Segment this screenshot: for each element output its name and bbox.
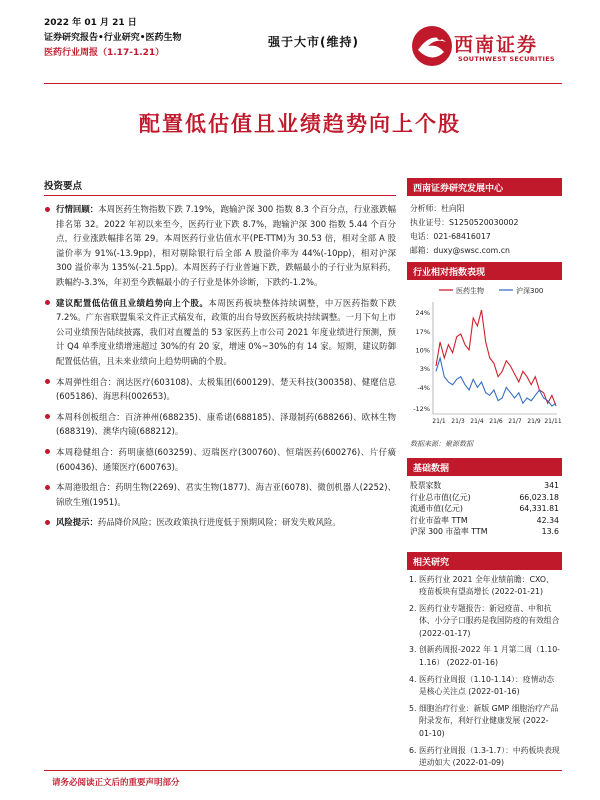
bullet-lead: 行情回顾： <box>56 204 99 214</box>
bullet-text: 本周医药生物指数下跌 7.19%，跑输沪深 300 指数 8.3 个百分点，行业涨跌幅排名第 32。2022 年初以来至今，医药行业下跌 8.7%，跑输沪深 300 指数 5.44 个百分点，行业涨跌幅排名第 29。本周医药行业估值水平(PE-TTM)为 30.53 倍，相对全部 A 股溢价率为 91%(-13.9pp)，相对剔除银行后全部 A 股溢价率为 44%(-10pp)，相对沪深 300 溢价率为 135%(-21.5pp)。本周医药子行业普遍下跌，跌幅最小的子行业为原料药，跌幅约-3.3%，年初至今跌幅最小的子行业是体外诊断，下跌约-1.2%。 <box>56 204 397 287</box>
y-tick-label: -4% <box>417 383 430 392</box>
legend-label: 医药生物 <box>456 287 484 295</box>
table-row <box>407 526 562 538</box>
table-row <box>407 515 562 527</box>
row-value: 66,023.18 <box>519 492 559 502</box>
logo-text-cn: 西南证券 <box>454 34 539 56</box>
logo-emblem-icon <box>410 24 454 68</box>
item-number: 1. <box>409 574 417 584</box>
row-label: 流通市值(亿元) <box>410 504 463 513</box>
bullet-item <box>44 296 396 369</box>
row-label: 沪深 300 市盈率 TTM <box>410 527 488 536</box>
analyst-line: 执业证号：S1250520030002 <box>410 218 519 227</box>
row-label: 行业总市值(亿元) <box>410 492 471 502</box>
y-tick-label: 24% <box>415 309 430 318</box>
analyst-line: 电话：021-68416017 <box>410 232 491 241</box>
analyst-line: 邮箱：duxy@swsc.com.cn <box>410 246 510 255</box>
analyst-line: 分析师：杜向阳 <box>410 204 465 213</box>
logo-text-en: SOUTHWEST SECURITIES <box>458 55 555 63</box>
bullet-text: 本周医药板块整体持续调整，中万医药指数下跌 7.2%。广东省联盟集采文件正式稿发布，政策的出台导致医药板块持续调整。一月下旬上市公司业绩预告陆续披露，我们对直覆盖的 53 家医药上市公司 2021 年度业绩进行预测，预计 Q4 单季度业绩增速超过 30%的有 20 家，增速 0%~30%的有 14 家。短期，建议防御配置低估值，且未来业绩向上趋势明确的个股。 <box>56 297 397 366</box>
report-title: 配置低估值且业绩趋势向上个股 <box>139 112 461 136</box>
chart-source: 数据来源：聚源数据 <box>410 440 473 448</box>
x-tick-label: 21/6 <box>489 418 503 425</box>
y-tick-label: 3% <box>419 365 430 374</box>
company-logo <box>410 22 560 74</box>
basic-data-table <box>407 480 562 538</box>
x-tick-label: 21/7 <box>508 418 522 425</box>
list-item[interactable] <box>409 674 560 699</box>
x-tick-label: 21/4 <box>470 418 484 425</box>
header-divider <box>44 83 562 84</box>
bullet-item <box>44 410 396 439</box>
chart-heading: 行业相对指数表现 <box>407 262 562 280</box>
list-item[interactable] <box>409 745 560 770</box>
related-heading: 相关研究 <box>407 552 562 570</box>
x-tick-label: 21/3 <box>451 418 465 425</box>
y-tick-label: 17% <box>415 327 430 336</box>
y-tick-label: 10% <box>415 346 430 355</box>
research-center-heading: 西南证券研究发展中心 <box>407 178 562 196</box>
bullet-lead: 风险提示： <box>56 517 98 528</box>
item-text: 医药行业专题报告：新冠疫苗、中和抗体、小分子口服药是我国防疫的有效组合 (2022-01-17) <box>419 603 560 638</box>
bullet-text: 本周港股组合：药明生物(2269)、君实生物(1877)、海吉亚(6078)、微创机器人(2252)、锦欣生殖(1951)。 <box>56 482 396 507</box>
report-type: 证券研究报告•行业研究•医药生物 <box>44 33 182 43</box>
series-line <box>436 358 556 406</box>
table-row <box>407 480 562 492</box>
header-info <box>44 16 182 61</box>
row-value: 341 <box>544 481 559 490</box>
item-text: 创新药周报-2022 年 1 月第二周（1.10-1.16） (2022-01-16) <box>419 645 560 668</box>
row-value: 13.6 <box>541 527 559 536</box>
investment-highlights <box>44 178 396 536</box>
list-item[interactable] <box>409 703 560 741</box>
list-item[interactable] <box>409 603 560 641</box>
bullet-item <box>44 445 396 474</box>
item-text: 细胞治疗行业：新版 GMP 细胞治疗产品附录发布，利好行业健康发展 (2022-01-10) <box>419 703 559 739</box>
footer-disclaimer: 请务必阅读正文后的重要声明部分 <box>52 778 180 788</box>
table-row <box>407 492 562 504</box>
basic-data-heading: 基础数据 <box>407 458 562 476</box>
list-item[interactable] <box>409 574 560 599</box>
row-value: 42.34 <box>536 515 559 525</box>
report-date: 2022 年 01 月 21 日 <box>44 18 137 28</box>
row-label: 股票家数 <box>410 481 442 490</box>
bullet-list <box>44 202 396 530</box>
analyst-info <box>407 196 562 262</box>
item-text: 医药行业周报（1.10-1.14）：疫情动态是核心关注点 (2022-01-16) <box>419 674 554 697</box>
item-number: 3. <box>409 645 417 655</box>
sidebar <box>407 178 562 774</box>
legend-label: 沪深300 <box>516 287 544 295</box>
bullet-text: 本周弹性组合：润达医疗(603108)、太极集团(600129)、楚天科技(300358)、健麾信息(605186)、海思科(002653)。 <box>56 376 396 402</box>
x-tick-label: 21/11 <box>544 418 562 425</box>
weekly-title: 医药行业周报（1.17-1.21） <box>44 48 165 58</box>
bullet-lead: 建议配置低估值且业绩趋势向上个股。 <box>56 297 209 308</box>
x-tick-label: 21/1 <box>432 418 446 425</box>
bullet-item <box>44 202 396 290</box>
bullet-text: 药品降价风险；医改政策执行进度低于预期风险；研发失败风险。 <box>97 517 341 528</box>
item-text: 医药行业 2021 全年业绩前瞻：CXO、疫苗板块有望高增长 (2022-01-21) <box>419 574 554 597</box>
list-item[interactable] <box>409 644 560 669</box>
bullet-item <box>44 515 396 530</box>
bullet-text: 本周科创板组合：百济神州(688235)、康希诺(688185)、泽璟制药(688266)、欧林生物(688319)、澳华内镜(688212)。 <box>56 411 396 437</box>
item-number: 2. <box>409 603 417 613</box>
row-label: 行业市盈率 TTM <box>410 515 468 525</box>
relative-index-chart <box>407 280 562 436</box>
table-row <box>407 503 562 515</box>
item-number: 6. <box>409 745 417 755</box>
bullet-item <box>44 480 396 509</box>
chart-svg <box>407 280 562 436</box>
x-tick-label: 21/9 <box>527 418 541 425</box>
bullet-text: 本周稳健组合：药明康德(603259)、迈瑞医疗(300760)、恒瑞医药(600276)、片仔癀(600436)、通策医疗(600763)。 <box>56 446 396 472</box>
y-tick-label: -12% <box>413 405 430 414</box>
item-text: 医药行业周报（1.3-1.7）：中药板块表现逆动如大 (2022-01-09) <box>419 745 560 768</box>
item-number: 5. <box>409 703 417 713</box>
invest-heading: 投资要点 <box>44 178 396 196</box>
related-research-list <box>407 570 562 770</box>
bullet-item <box>44 375 396 404</box>
row-value: 64,331.81 <box>519 504 559 513</box>
footer-divider <box>44 770 562 771</box>
item-number: 4. <box>409 674 417 684</box>
rating: 强于大市(维持) <box>268 35 359 49</box>
